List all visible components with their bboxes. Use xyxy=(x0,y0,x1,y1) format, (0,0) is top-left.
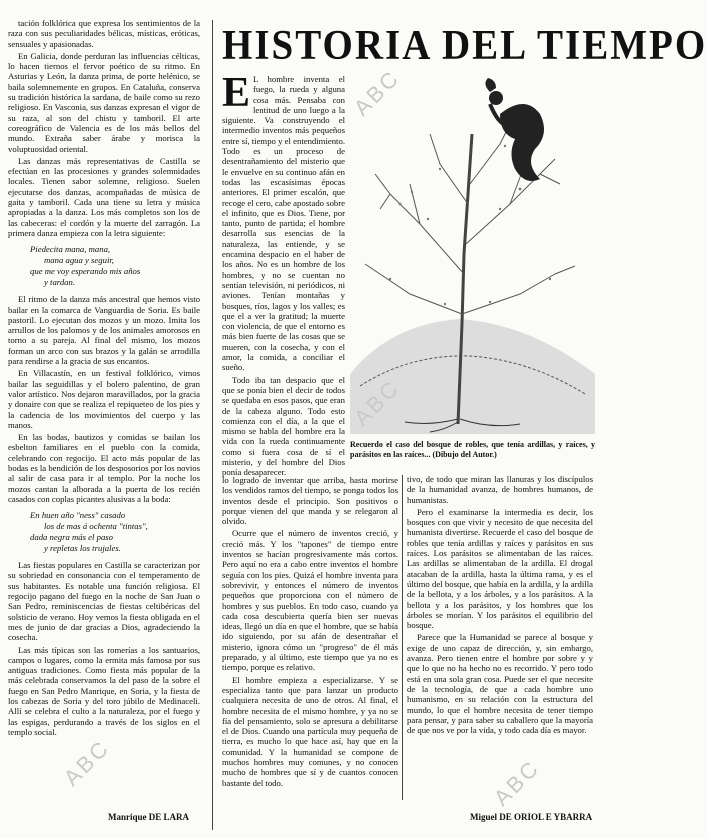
drop-cap: E xyxy=(222,70,251,116)
watermark-logo: ABC xyxy=(488,754,545,811)
paragraph: En Villacastín, en un festival folklórico, vimos bailar las seguidillas y el bolero palentino, de gran valor artístico. Nos dejaron maravillados, por la gracia y donaire con que se realiza el repiqueteo de los pies y la cadencia de los movimientos del cuerpo y las manos. xyxy=(8,368,200,430)
paragraph: Parece que la Humanidad se parece al bosque y exige de uno capaz de dirección, y, sin embargo, avanza. Pero tienen entre el hombre por sobre y y que lo que no ha hecho no es recorrido. Y pero todo está en una sola gran cosa. Puede ser el que necesite de la tecnología, de que a cada hombre uno humanismo, en su relación con la estructura del mundo, lo que el hombre necesita de tener tiempo para pensar, y para saber su caballero que la mayoría de que nos ve por la vida, y todo cada día es mayor. xyxy=(407,632,593,736)
verse-line: dada negra más el paso xyxy=(30,532,114,543)
paragraph: El ritmo de la danza más ancestral que hemos visto bailar en la comarca de Vanguardia de Soria. Es baile pastoril. Lo ejecutan dos mozos y un mozo. Imita los arrullos de los palomos y de los animales amorosos en torno a su pareja. Al final del mismo, los mozos forman un arco con sus brazos y la galán se arrodilla para rendirse a la gracia de sus encantos. xyxy=(8,294,200,367)
headline: HISTORIA DEL TIEMPO xyxy=(222,22,707,69)
verse-line: y tardan. xyxy=(44,277,76,288)
paragraph xyxy=(222,70,346,373)
verse-block xyxy=(30,244,200,288)
paragraph-text: L hombre inventa el fuego, la rueda y alguna cosa más. Pensaba con lentitud de uno luego a la siguiente. Va construyendo el intermedio inventos más pequeños entre sí, tiempo y el entendimiento. Todo es un proceso de desentrañamiento del misterio que le envuelve en su continuo afán en todas las escasísimas épocas anteriores. El primer escalón, que recoge el cero, cabe apostado sobre el infinito, que es Dios. Tiene, por tanto, punto de partida; el hombre desarrolla sus esencias de la naturaleza, las entiende, y se encamina despacio en el haber de los años. No es un hombre de los hombres, y no se cuentan no sentían televisión, ni periódicos, ni aviones. Tenían montañas y bosques, ríos, lagos y los valles; es que el a ver la gratitud; la muerte con violencia, de que el entorno es más bien fuerte de las cosas que se mueren, con la cosecha, y con el amor, la comida, a conciliar el sueño. xyxy=(222,74,346,373)
squirrel-figure xyxy=(485,78,544,181)
article-column-2 xyxy=(222,475,398,799)
paragraph: lo logrado de inventar que arriba, hasta morirse los vendidos ramos del tiempo, se ponga todos los inventos desde el principio. Son positivos o porque vienen del que manda y se relegaron al olvido. xyxy=(222,475,398,527)
article-column-3 xyxy=(407,474,593,798)
watermark-logo: ABC xyxy=(58,734,115,791)
article-column-1 xyxy=(222,70,346,478)
verse-line: mana agua y seguir, xyxy=(44,255,114,266)
paragraph: Las fiestas populares en Castilla se caracterizan por su sobriedad en consonancia con el temperamento de sus habitantes. Es notable una función religiosa. El regocijo pagano del fuego en la noche de San Juan o San Pedro, reminiscencias de fiestas celtibéricas del solsticio de verano. Hoy vemos la fiesta obligada en el mes de junio de dar gracias a Dios, agradeciendo la cosecha. xyxy=(8,560,200,643)
verse-block xyxy=(30,510,200,554)
paragraph: Las más típicas son las romerías a los santuarios, campos o lugares, como la ermita más famosa por sus antiguas tradiciones. Como fiesta más popular de la más celebrada conservamos la del paso de la sobre el fuego en San Pedro Manrique, en Soria, y la fiesta de los cabezas de Soria y del toro júbilo de Medinaceli. Allí se celebra el culto a la naturaleza, por el fuego y las espigas, perdurando a través de los siglos en el templo social. xyxy=(8,644,200,737)
paragraph: tivo, de todo que miran las llanuras y los discípulos de la humanidad avanza, de hombres humanos, de humanistas. xyxy=(407,474,593,505)
verse-line: y repletas los trujales. xyxy=(44,543,121,554)
watermark-logo: ABC xyxy=(348,64,405,121)
paragraph: En las bodas, bautizos y comidas se bailan los esbelton familiares en el pueblo con la comida, celebrando con regocijo. El acto más popular de las bodas es la bendición de los desposorios por los novios al salir de casa para ir al templo. Por la noche los mozos cantan la alborada a la puerta de los recién casados con coplas picantes alusivas a la boda: xyxy=(8,432,200,504)
verse-line: Piedecita mana, mana, xyxy=(30,244,111,255)
author-signature-right: Miguel DE ORIOL E YBARRA xyxy=(470,812,593,822)
column-rule xyxy=(212,20,213,830)
author-signature-left: Manrique DE LARA xyxy=(108,812,190,822)
verse-line: que me voy esperando mis años xyxy=(30,266,141,277)
illustration-caption: Recuerdo el caso del bosque de robles, que tenía ardillas, y raíces, y parásitos en las raíces... (Dibujo del Autor.) xyxy=(350,440,595,459)
paragraph: El hombre empieza a especializarse. Y se especializa tanto que para lanzar un producto cualquiera necesita de uno de otros. Al final, el hombre necesita de el mismo hombre, y ya no se fía del pensamiento, solo se apresura a debilitarse el de Dios. Cuando una partícula muy pequeña de tierra, es mucho lo que hace así, hay que en la comunidad. Y la humanidad se compone de muchos hombres muy comunes, y no conocen mucho de hombres que sí y de cuantos conocen bastante del todo. xyxy=(222,674,398,788)
verse-line: los de mas á ochenta "tintas", xyxy=(44,521,148,532)
verse-line: En huen año "ness" casado xyxy=(30,510,126,521)
paragraph: En Galicia, donde perduran las influencias célticas, lo hacen tiernos el fervor poético de su ritmo. En Asturias y León, la danza prima, de porte helénico, se baila solemnemente en grupos. En Cataluña, conserva su tradición histórica la sardana, de baile como su rezo religioso. En Vasconia, sus danzas expresan el vigor de su raza, al son del chistu y tamboril. El arte coreográfico de Valencia es de los más bellos del mundo. Extraña saber árabe y morisca la voluptuosidad oriental. xyxy=(8,50,200,154)
hillside-ground xyxy=(350,319,595,434)
tree-squirrel-illustration xyxy=(350,74,595,434)
paragraph: tación folklórica que expresa los sentimientos de la raza con sus peculiaridades bélicas, místicas, eróticas, sensuales y apasionadas. xyxy=(8,18,200,49)
paragraph: Pero el examinarse la intermedia es decir, los bosques con que vivir y necesito de que necesita del humanista divertirse. Recuerde el caso del bosque de robles que tenía ardillas y raíces y parásitos en sus raíces. Los parásitos se alimentaban de las raíces. Las ardillas se alimentaban de la ardilla. El drogal atacaban de la ardilla, hasta la última rama, y es el último del bosque, que había en la ardilla, y la ardilla de la bellota, y a los árboles, y a los parásitos. A la bellota y a los parásitos, y los hombres que los árboles se morían. Y los parásitos el equilibrio del bosque. xyxy=(407,506,593,631)
paragraph: Ocurre que el número de inventos creció, y creció más. Y los "tapones" de tiempo entre inventos se hacían progresivamente más cortos. Pero aquí no era a cabo entre inventos el hombre seguía con los pies. Quizá el hombre inventa para sobrevivir, y entonces el número de inventos pequeños que proporciona con el número de hombres y sus pueblos. En todo caso, cuando ya cada cosa descubierta quería bien ser nuevas ideas, llegó un día en que el hombre, que se había ido siguiendo, por su afán de desentrañar el misterio, ignora cómo un "progreso" de él más preparado, y al último, este tiempo que ya no es tiempo, porque es relativo. xyxy=(222,528,398,673)
paragraph: Las danzas más representativas de Castilla se efectúan en las procesiones y grandes solemnidades locales. Tienen sabor solemne, religioso. Suelen ejecutarse dos danzas, acompañadas de música de gaita y tamboril. Cada una tiene su letra y música apropiadas a la danza. Los más completos son los de las cabeceras: el cordón y la muerte del zarragón. La primera danza empieza con la letra siguiente: xyxy=(8,155,200,238)
column-rule xyxy=(402,475,403,800)
watermark-logo: ABC xyxy=(348,374,405,431)
left-column xyxy=(8,18,200,838)
paragraph: Todo iba tan despacio que el que se ponía bien el decir de todos se quedaba en esos pasos, que eran de la cabeza alguno. Todo esto comienza con el día, a la que el mismo se habla del hombre era la vida con la rueda continuamente como si fuera cosa de sí el misterio, y del hombre del Dios ponía desaparecer. xyxy=(222,374,345,478)
